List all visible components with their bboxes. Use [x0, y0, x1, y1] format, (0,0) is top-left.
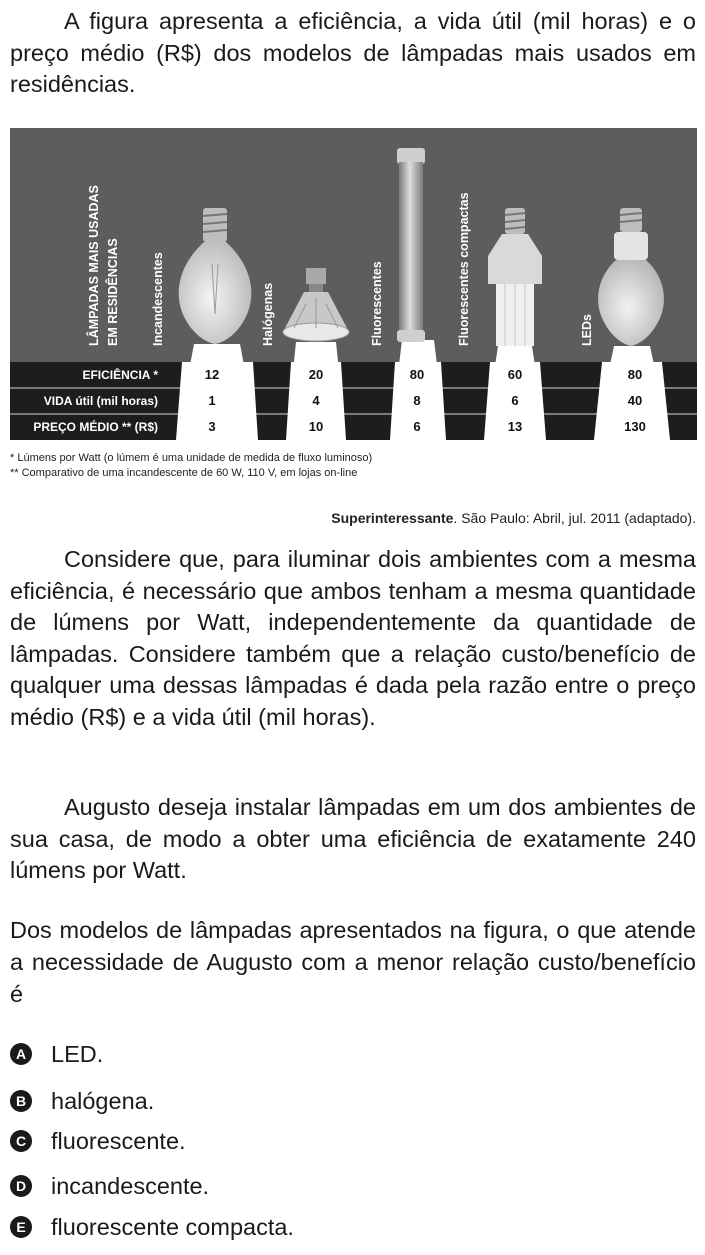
table-cell: 130	[624, 419, 646, 434]
option-letter: A	[10, 1043, 32, 1065]
option-text: fluorescente compacta.	[51, 1213, 294, 1240]
footnote-2: ** Comparativo de uma incandescente de 60 W, 110 V, em lojas on-line	[10, 467, 358, 479]
option-text: incandescente.	[51, 1172, 210, 1199]
led-bulb-icon	[592, 204, 670, 352]
source-title: Superinteressante	[331, 510, 454, 526]
compact-fluorescent-icon	[482, 204, 548, 352]
figure-title-line1: LÂMPADAS MAIS USADAS	[87, 185, 101, 346]
halogen-bulb-icon	[280, 268, 352, 348]
table-cell: 3	[208, 419, 216, 434]
option-b[interactable]	[10, 1084, 154, 1118]
row-label-preco-medio: PREÇO MÉDIO ** (R$)	[33, 420, 158, 434]
paragraph-2: Augusto deseja instalar lâmpadas em um dos ambientes de sua casa, de modo a obter uma eficiência de exatamente 240 lúmens por Watt.	[10, 794, 696, 883]
table-cell: 60	[507, 367, 523, 382]
paragraph-1: Considere que, para iluminar dois ambientes com a mesma eficiência, é necessário que ambos tenham a mesma quantidade de lúmens por Watt, independentemente da quantidade de lâmpadas. Considere também que a relação custo/benefício de qualquer uma dessas lâmpadas é dada pela razão entre o preço médio (R$) e a vida útil (mil horas).	[10, 546, 696, 730]
table-cell: 1	[208, 393, 216, 408]
footnote-1: * Lúmens por Watt (o lúmem é uma unidade de medida de fluxo luminoso)	[10, 452, 373, 464]
figure-title-line2: EM RESIDÊNCIAS	[106, 238, 120, 346]
table-cell: 20	[308, 367, 324, 382]
option-d[interactable]	[10, 1169, 209, 1203]
table-cell: 6	[413, 419, 421, 434]
intro-text: A figura apresenta a eficiência, a vida útil (mil horas) e o preço médio (R$) dos modelos de lâmpadas mais usados em residências.	[10, 8, 696, 97]
table-cell: 40	[627, 393, 643, 408]
lamp-comparison-figure	[10, 128, 697, 440]
fluorescent-tube-icon	[393, 148, 429, 344]
table-cell: 10	[308, 419, 324, 434]
table-cell: 6	[511, 393, 519, 408]
lamp-label-halogenas: Halógenas	[261, 282, 275, 346]
table-cell: 80	[409, 367, 425, 382]
table-cell: 4	[312, 393, 320, 408]
lamp-label-incandescentes: Incandescentes	[151, 252, 165, 346]
option-text: fluorescente.	[51, 1127, 186, 1154]
row-label-eficiencia: EFICIÊNCIA *	[82, 368, 158, 382]
source-citation	[331, 510, 696, 526]
table-cell: 80	[627, 367, 643, 382]
option-letter: D	[10, 1175, 32, 1197]
option-c[interactable]	[10, 1124, 186, 1158]
table-cell: 12	[204, 367, 220, 382]
incandescent-bulb-icon	[170, 204, 260, 354]
lamp-label-leds: LEDs	[580, 314, 594, 346]
lamp-label-fluorescentes: Fluorescentes	[370, 261, 384, 346]
lamp-label-fluorescentes-compactas: Fluorescentes compactas	[457, 192, 471, 346]
source-details: . São Paulo: Abril, jul. 2011 (adaptado).	[453, 510, 696, 526]
option-letter: E	[10, 1216, 32, 1238]
option-text: LED.	[51, 1040, 104, 1067]
table-cell: 13	[507, 419, 523, 434]
option-letter: C	[10, 1130, 32, 1152]
option-text: halógena.	[51, 1087, 155, 1114]
table-cell: 8	[413, 393, 421, 408]
row-label-vida-util: VIDA útil (mil horas)	[43, 394, 158, 408]
option-e[interactable]	[10, 1210, 294, 1244]
option-a[interactable]	[10, 1037, 103, 1071]
option-letter: B	[10, 1090, 32, 1112]
question-text: Dos modelos de lâmpadas apresentados na figura, o que atende a necessidade de Augusto com a menor relação custo/benefício é	[10, 917, 696, 1007]
